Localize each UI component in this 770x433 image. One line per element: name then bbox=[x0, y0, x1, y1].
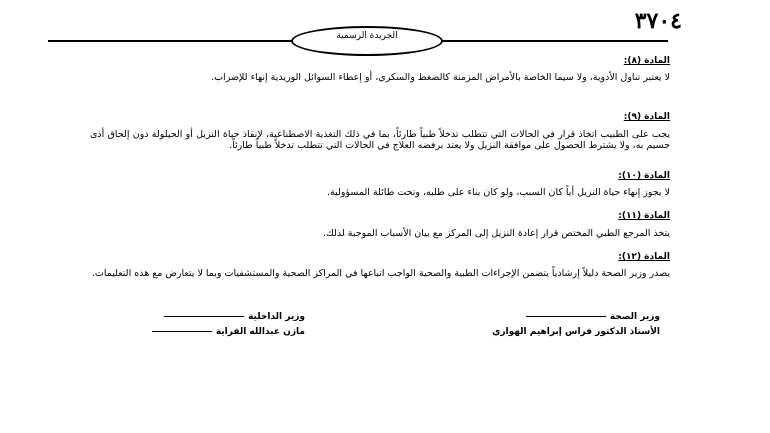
interior-minister-title: وزير الداخلية bbox=[164, 312, 305, 322]
health-minister-name: الأستاذ الدكتور فراس إبراهيم الهواري bbox=[492, 327, 660, 337]
article-12-heading: المادة (١٢): bbox=[618, 252, 670, 262]
article-12-text: يصدر وزير الصحة دليلاً إرشادياً يتضمن الإجراءات الطبية والصحية الواجب اتباعها في المراكز الصحية والمستشفيات وبما لا يتعارض مع هذه التعليمات. bbox=[91, 268, 670, 279]
article-8-text: لا يعتبر تناول الأدوية، ولا سيما الخاصة بالأمراض المزمنة كالضغط والسكري، أو إعطاء السوائل الوريدية إنهاء للإضراب. bbox=[211, 72, 670, 83]
signature-line bbox=[164, 316, 244, 317]
article-11-heading: المادة (١١): bbox=[618, 211, 670, 221]
signature-line bbox=[152, 331, 212, 332]
signature-line bbox=[526, 316, 606, 317]
article-9-text: يجب على الطبيب اتخاذ قرار في الحالات التي تتطلب تدخلاً طبياً طارئاً، بما في ذلك التغذية الاصطناعية، لإنقاذ حياة النزيل أو الحيلولة دون إلحاق أذى جسيم به، ولا يشترط الحصول على موافقة النزيل ولا يعتد برفضه العلاج في الحالات التي تتطلب تدخلاً طبياً طارئاً. bbox=[90, 129, 670, 151]
article-11-text: يتخذ المرجع الطبي المختص قرار إعادة النزيل إلى المركز مع بيان الأسباب الموجبة لذلك. bbox=[322, 228, 670, 239]
article-10-text: لا يجوز إنهاء حياة النزيل أياً كان السبب، ولو كان بناء على طلبه، وتحت طائلة المسؤولية. bbox=[327, 187, 670, 198]
interior-minister-name: مازن عبدالله الفراية bbox=[152, 327, 305, 337]
article-9-heading: المادة (٩): bbox=[623, 112, 670, 122]
page-number: ٣٧٠٤ bbox=[634, 8, 682, 34]
article-8-heading: المادة (٨): bbox=[623, 56, 670, 66]
gazette-title: الجريدة الرسمية bbox=[336, 31, 398, 41]
article-10-heading: المادة (١٠): bbox=[618, 171, 670, 181]
health-minister-title: وزير الصحة bbox=[526, 312, 660, 322]
